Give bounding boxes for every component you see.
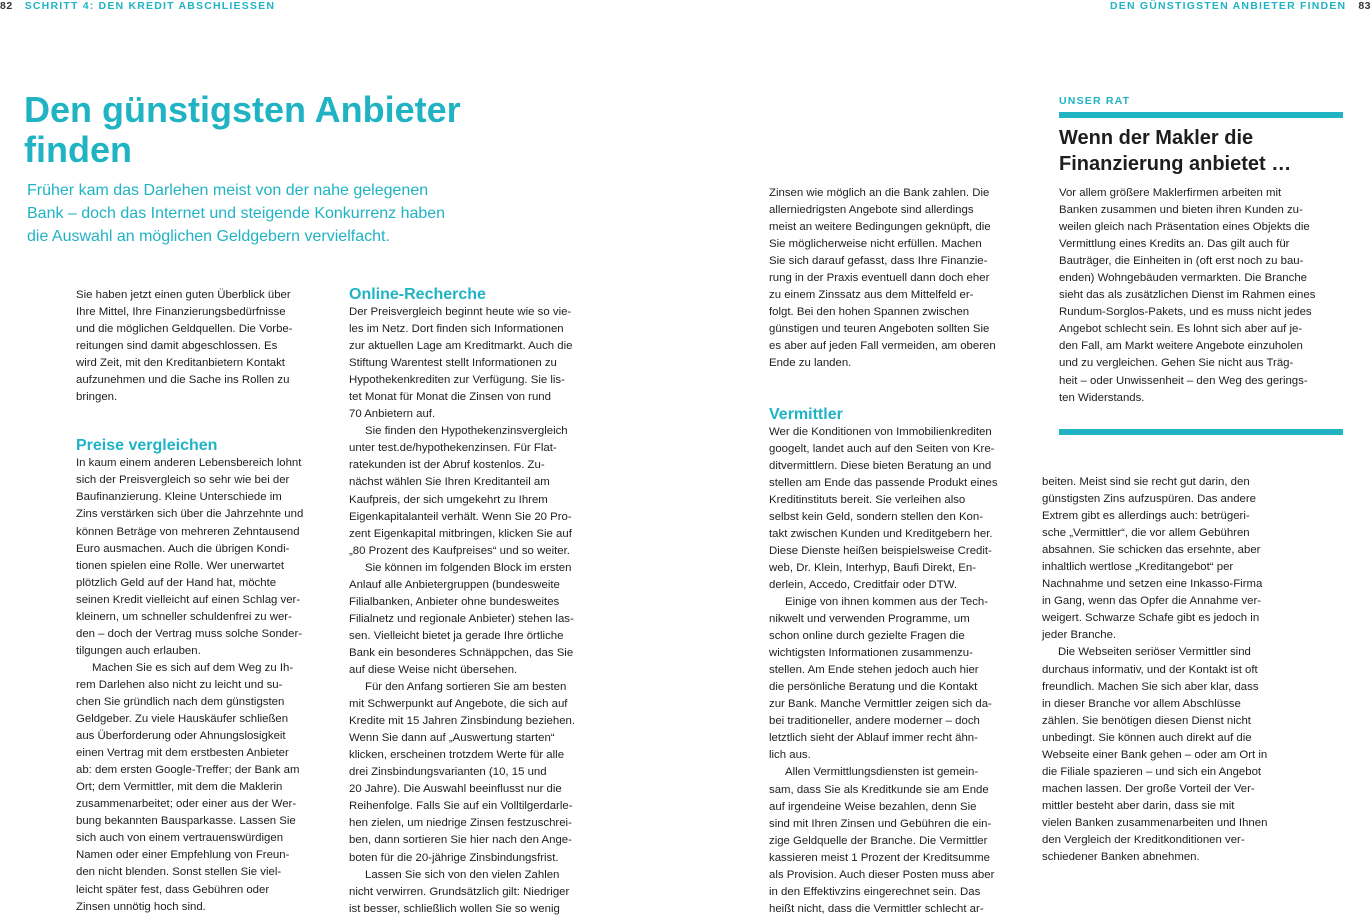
text-line: die Auswahl an möglichen Geldgebern vervielfacht. [27,228,390,245]
section-title-left: SCHRITT 4: DEN KREDIT ABSCHLIESSEN [24,0,276,12]
sidebar-top-bar [1059,112,1343,118]
text-line: vielen Banken zusammenarbeiten und Ihnen [1042,816,1268,829]
text-line: absahnen. Sie schicken das ersehnte, aber [1042,544,1261,557]
text-line: in den Effektivzins eingerechnet sein. Das [769,885,981,898]
text-line: zusammenarbeitet; oder einer aus der Wer- [76,798,297,811]
text-line: Bank – doch das Internet und steigende Konkurrenz haben [27,205,446,222]
text-line: Sie finden den Hypothekenzinsvergleich [365,425,568,438]
text-line: Früher kam das Darlehen meist von der nahe gelegenen [27,182,429,199]
text-line: können Beträge von mehreren Zehntausend [76,525,300,538]
section-title-right: DEN GÜNSTIGSTEN ANBIETER FINDEN [1109,0,1347,12]
text-line: enden) Wohngebäuden vermarkten. Die Branche [1059,272,1308,285]
text-line: seinen Kredit vielleicht auf einen Schlag ver- [76,593,301,606]
text-line: mit Schwerpunkt auf Angebote, die sich auf [349,698,568,711]
text-line: allerniedrigsten Angebote sind allerdings [769,204,974,217]
text-line: und zu vergleichen. Gehen Sie nicht aus Träg- [1059,357,1294,370]
body-paragraph [349,679,602,867]
text-line: unbedingt. Sie können auch direkt auf die [1042,731,1252,744]
sidebar-title-line: Wenn der Makler die [1059,127,1254,149]
sidebar-title [1059,125,1349,177]
page-title-line: Den günstigsten Anbieter [24,89,461,130]
intro-paragraph [76,287,329,406]
body-paragraph [349,304,602,423]
text-line: sche „Vermittler“, die vor allem Gebühren [1042,527,1250,540]
text-line: meist an weitere Bedingungen geknüpft, die [769,221,991,234]
text-line: Extrem gibt es allerdings auch: betrügeri- [1042,510,1250,523]
text-line: Allen Vermittlungsdiensten ist gemein- [785,766,979,779]
text-line: googelt, landet auch auf den Seiten von Kre- [769,442,995,455]
text-line: zu einem Zinssatz aus dem Mittelfeld er- [769,289,974,302]
text-line: bringen. [76,391,118,404]
text-line: tionen spielen eine Rolle. Wer unerwartet [76,559,285,572]
text-line: stellen. Am Ende stehen jedoch auch hier [769,664,979,677]
text-line: Zinsen unnötig hoch sind. [76,900,206,913]
text-line: kleinern, um schneller schuldenfrei zu wer- [76,610,292,623]
text-line: in dieser Branche vor allem Abschlüsse [1042,697,1241,710]
text-line: beiten. Meist sind sie recht gut darin, den [1042,476,1250,488]
heading-preise-vergleichen: Preise vergleichen [76,437,218,455]
text-line: sen. Vielleicht bietet ja gerade Ihre örtliche [349,629,564,642]
text-line: Wer die Konditionen von Immobilienkrediten [769,425,992,438]
text-line: nicht verwirren. Grundsätzlich gilt: Niedriger [349,885,570,898]
body-paragraph [1042,644,1295,866]
text-line: die Filiale spazieren – und sich ein Angebot [1042,765,1262,778]
page-number-right: 83 [1358,0,1371,12]
text-line: weilen gleich nach Präsentation eines Objekts die [1059,221,1310,234]
text-line: ist besser, schließlich wollen Sie so wenig [349,902,560,915]
running-header-left [0,0,275,13]
text-line: Vermittlung eines Kredits an. Das gilt auch für [1059,238,1290,251]
text-line: Ihre Mittel, Ihre Finanzierungsbedürfnisse [76,306,286,319]
column-2 [349,285,602,918]
text-line: Euro ausmachen. Auch die übrigen Kondi- [76,542,290,555]
text-line: les im Netz. Dort finden sich Informationen [349,323,564,336]
text-line: wird Zeit, mit den Kreditanbietern Kontakt [76,357,285,370]
text-line: chen Sie gründlich nach dem günstigsten [76,695,285,708]
text-line: Kreditinstituts bereit. Sie verleihen also [769,493,966,506]
text-line: folgt. Bei den hohen Spannen zwischen [769,306,970,319]
text-line: Lassen Sie sich von den vielen Zahlen [365,868,560,881]
text-line: derlein, Accedo, Creditfair oder DTW. [769,578,958,591]
text-line: heit – oder Unwissenheit – den Weg des gerings- [1059,374,1308,387]
text-line: ditvermittlern. Diese bieten Beratung an und [769,459,992,472]
text-line: freundlich. Machen Sie sich aber klar, dass [1042,680,1259,693]
lead-paragraph [27,179,507,248]
text-line: Geldgeber. Zu viele Hauskäufer schließen [76,713,289,726]
page-number-left: 82 [0,0,13,12]
body-paragraph [349,560,602,679]
text-line: bei traditioneller, andere moderner – doch [769,715,980,728]
text-line: ab: dem ersten Google-Treffer; der Bank am [76,764,300,777]
text-line: sich auch von einem vertrauenswürdigen [76,832,284,845]
text-line: hen zielen, um niedrige Zinsen festzuschrei- [349,817,572,830]
text-line: auf diese Weise nicht übersehen. [349,663,518,676]
text-line: in Gang, wenn das Opfer die Annahme ver- [1042,595,1262,608]
text-line: rem Darlehen also nicht zu leicht und su- [76,678,283,691]
body-paragraph [349,423,602,559]
text-line: Stiftung Warentest stellt Informationen zu [349,357,557,370]
text-line: den – doch der Vertrag muss solche Sonder- [76,627,303,640]
column-1 [76,287,329,916]
text-line: Filialbanken, Anbieter ohne bundesweites [349,595,560,608]
text-line: „80 Prozent des Kaufpreises“ und so weiter. [349,544,570,557]
text-line: drei Zinsbindungsvarianten (10, 15 und [349,766,547,779]
text-line: letztlich sieht der Ablauf immer recht ähn- [769,732,978,745]
text-line: Kredite mit 15 Jahren Zinsbindung beziehen. [349,715,576,728]
text-line: kassieren meist 1 Prozent der Kreditsumme [769,851,990,864]
text-line: als Provision. Auch dieser Posten muss aber [769,868,995,881]
heading-vermittler: Vermittler [769,405,843,423]
text-line: Ort; dem Vermittler, mit dem die Maklerin [76,781,283,794]
text-line: ben, dann sortieren Sie hier nach den Ange- [349,834,572,847]
text-line: boten für die 20-jährige Zinsbindungsfrist. [349,851,559,864]
text-line: die persönliche Beratung und die Kontakt [769,681,978,694]
body-paragraph [769,594,1022,764]
column-4 [1042,474,1295,866]
text-line: schon online durch gezielte Fragen die [769,630,965,643]
text-line: auf irgendeine Weise bezahlen, denn Sie [769,800,977,813]
text-line: selbst kein Geld, sondern stellen den Kon- [769,510,984,523]
text-line: Sie möglicherweise nicht erfüllen. Machen [769,238,982,251]
text-line: Filialnetz und regionale Anbieter) stehen las- [349,612,574,625]
text-line: mittler besteht aber darin, dass sie mit [1042,799,1235,812]
text-line: jeder Branche. [1042,629,1117,642]
text-line: Sie haben jetzt einen guten Überblick über [76,289,291,301]
text-line: sich der Preisvergleich so sehr wie bei der [76,474,290,487]
text-line: durchaus informativ, und der Kontakt ist oft [1042,663,1258,676]
text-line: Reihenfolge. Falls Sie auf ein Volltilgerdarle- [349,800,573,813]
text-line: Eigenkapitalanteil verhält. Wenn Sie 20 Pro- [349,510,572,523]
running-header-right [1110,0,1371,13]
text-line: zählen. Sie benötigen diesen Dienst nicht [1042,714,1251,727]
text-line: Einige von ihnen kommen aus der Tech- [785,595,989,608]
text-line: plötzlich Geld auf der Hand hat, möchte [76,576,277,589]
text-line: günstigen und teuren Angeboten sollten Sie [769,323,990,336]
text-line: Ende zu landen. [769,357,852,370]
text-line: lich aus. [769,749,811,762]
text-line: Baufinanzierung. Kleine Unterschiede im [76,491,282,504]
text-line: Zins verstärken sich über die Jahrzehnte und [76,508,304,521]
text-line: ratekunden ist der Abruf kostenlos. Zu- [349,459,545,472]
text-line: Kaufpreis, der sich umgekehrt zu Ihrem [349,493,548,506]
text-line: aus Überforderung oder Ahnungslosigkeit [76,730,286,743]
page-title [24,90,544,170]
page-title-line: finden [24,129,132,170]
text-line: Namen oder einer Empfehlung von Freun- [76,849,290,862]
text-line: weigert. Schwarze Schafe gibt es jedoch in [1042,612,1260,625]
text-line: Wenn Sie dann auf „Auswertung starten“ [349,732,555,745]
text-line: web, Dr. Klein, Interhyp, Baufi Direkt, En- [769,561,977,574]
body-paragraph [76,660,329,916]
text-line: In kaum einem anderen Lebensbereich lohnt [76,457,302,470]
text-line: zur aktuellen Lage am Kreditmarkt. Auch die [349,340,573,353]
text-line: den Fall, am Markt weitere Angebote einzuholen [1059,340,1303,353]
text-line: leicht später fest, dass Gebühren oder [76,883,270,896]
text-line: Zinsen wie möglich an die Bank zahlen. Die [769,187,990,199]
text-line: takt zwischen Kunden und Kreditgebern her. [769,527,993,540]
text-line: und die möglichen Geldquellen. Die Vorbe- [76,323,293,336]
text-line: 70 Anbietern auf. [349,408,436,421]
text-line: es aber auf jeden Fall vermeiden, am oberen [769,340,996,353]
text-line: ten Widerstands. [1059,391,1145,404]
text-line: heißt nicht, dass die Vermittler schlecht ar- [769,902,984,915]
text-line: zur Bank. Manche Vermittler zeigen sich da- [769,698,992,711]
text-line: Sie sich darauf gefasst, dass Ihre Finanzie- [769,255,988,268]
text-line: Für den Anfang sortieren Sie am besten [365,681,567,694]
text-line: sind mit Ihren Zinsen und Gebühren die ein- [769,817,992,830]
body-paragraph [1042,474,1295,644]
text-line: Der Preisvergleich beginnt heute wie so vie- [349,306,572,318]
column-3 [769,185,1022,918]
text-line: machen lassen. Der große Vorteil der Ver- [1042,782,1255,795]
sidebar-paragraph [1059,185,1349,407]
text-line: bung bekannten Bausparkasse. Lassen Sie [76,815,296,828]
text-line: Anlauf alle Anbietergruppen (bundesweite [349,578,560,591]
sidebar-label: UNSER RAT [1059,95,1131,107]
text-line: Hypothekenkrediten zur Verfügung. Sie lis- [349,374,565,387]
text-line: rung in der Praxis eventuell dann doch eher [769,272,990,285]
text-line: schiedener Banken abnehmen. [1042,851,1200,864]
text-line: den nicht blenden. Sonst stellen Sie viel- [76,866,282,879]
sidebar-title-line: Finanzierung anbietet … [1059,153,1292,175]
text-line: nächst wählen Sie Ihren Kreditanteil am [349,476,550,489]
text-line: Die Webseiten seriöser Vermittler sind [1058,646,1251,659]
text-line: nikwelt und verwenden Programme, um [769,613,970,626]
text-line: zige Geldquelle der Branche. Die Vermittler [769,834,988,847]
text-line: Banken zusammen und bieten ihren Kunden zu- [1059,204,1303,217]
text-line: Diese Dienste heißen beispielsweise Credit- [769,544,992,557]
text-line: sam, dass Sie als Kreditkunde sie am Ende [769,783,989,796]
text-line: Machen Sie es sich auf dem Weg zu Ih- [92,661,294,674]
sidebar-bottom-bar [1059,429,1343,435]
text-line: unter test.de/hypothekenzinsen. Für Flat- [349,442,557,455]
text-line: Webseite einer Bank gehen – oder am Ort in [1042,748,1268,761]
heading-online-recherche: Online-Recherche [349,286,486,303]
text-line: reitungen sind damit abgeschlossen. Es [76,340,278,353]
text-line: Bauträger, die Einheiten in (oft erst noch zu bau- [1059,255,1304,268]
text-line: tet Monat für Monat die Zinsen von rund [349,391,551,404]
text-line: zent Eigenkapital mitbringen, klicken Sie auf [349,527,572,540]
text-line: den Vergleich der Kreditkonditionen ver- [1042,833,1245,846]
text-line: tilgungen auch erlauben. [76,644,201,657]
text-line: wichtigsten Informationen zusammenzu- [769,647,973,660]
body-paragraph [769,185,1022,373]
sidebar-body [1059,185,1349,407]
body-paragraph [76,455,329,660]
text-line: einen Vertrag mit dem erstbesten Anbieter [76,747,289,760]
text-line: stellen am Ende das passende Produkt eines [769,476,998,489]
text-line: Angebot schlecht sein. Es lohnt sich aber auf je- [1059,323,1303,336]
text-line: günstigsten Zins aufzuspüren. Das andere [1042,493,1257,506]
body-paragraph [769,764,1022,917]
text-line: sieht das als zusätzlichen Dienst im Rahmen eines [1059,289,1316,302]
body-paragraph [769,424,1022,594]
text-line: 20 Jahre). Die Auswahl beeinflusst nur die [349,783,562,796]
text-line: Vor allem größere Maklerfirmen arbeiten mit [1059,187,1282,199]
text-line: Rundum-Sorglos-Pakets, und es muss nicht jedes [1059,306,1312,319]
body-paragraph [349,867,602,918]
text-line: Bank ein besonderes Schnäppchen, das Sie [349,646,574,659]
text-line: klicken, erscheinen trotzdem Werte für alle [349,749,565,762]
text-line: inhaltlich wertlose „Kreditangebot“ per [1042,561,1234,574]
text-line: Sie können im folgenden Block im ersten [365,561,572,574]
text-line: aufzunehmen und die Sache ins Rollen zu [76,374,290,387]
text-line: Nachnahme und setzen eine Inkasso-Firma [1042,578,1263,591]
